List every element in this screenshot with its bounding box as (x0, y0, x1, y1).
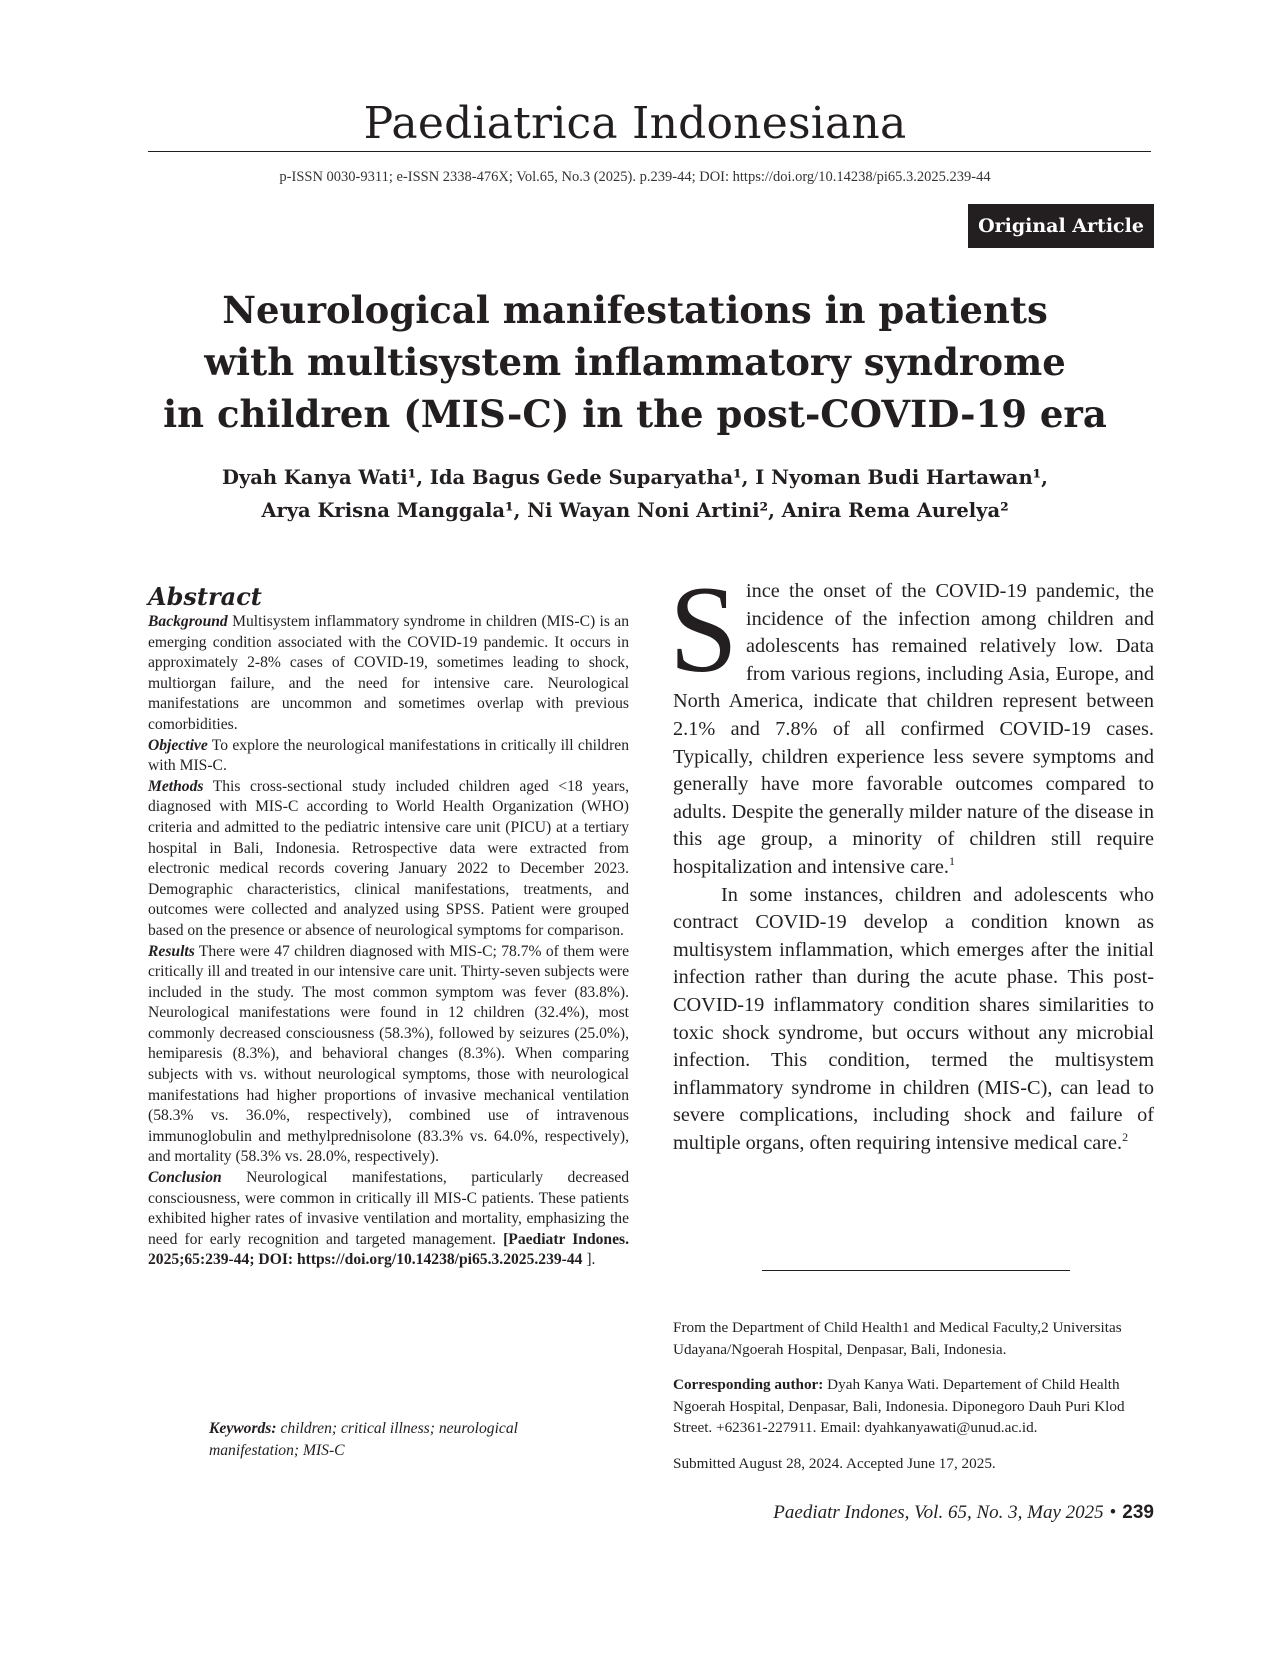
background-text: Multisystem inflammatory syndrome in children (MIS-C) is an emerging condition associated with the COVID-19 pandemic. It occurs in approximately 2-8% cases of COVID-19, sometimes leading to shock, multiorgan failure, and the need for intensive care. Neurological manifestations are uncommon and sometimes overlap with previous comorbidities. (148, 613, 629, 733)
abstract-results (148, 942, 629, 1169)
keywords-label: Keywords: (209, 1420, 277, 1437)
results-text: There were 47 children diagnosed with MIS-C; 78.7% of them were critically ill and treated in our intensive care unit. Thirty-seven subjects were included in the study. The most common symptom was fever (83.8%). Neurological manifestations were found in 12 children (32.4%), most commonly decreased consciousness (58.3%), followed by seizures (25.0%), hemiparesis (8.3%), and behavioral changes (8.3%). When comparing subjects with vs. without neurological symptoms, those with neurological manifestations had higher proportions of invasive mechanical ventilation (58.3% vs. 36.0%, respectively), combined use of intravenous immunoglobulin and methylprednisolone (83.3% vs. 64.0%, respectively), and mortality (58.3% vs. 28.0%, respectively). (148, 942, 629, 1166)
abstract-heading: Abstract (148, 582, 262, 611)
background-label: Background (148, 613, 228, 630)
abstract-body (148, 612, 629, 1271)
objective-text: To explore the neurological manifestations in critically ill children with MIS-C. (148, 736, 629, 775)
footnotes (673, 1317, 1154, 1488)
keywords (209, 1418, 589, 1462)
footnote-divider (762, 1270, 1070, 1271)
citation: [Paediatr Indones. 2025;65:239-44; DOI: https://doi.org/10.14238/pi65.3.2025.239-44 (148, 1230, 629, 1269)
page-number: 239 (1122, 1502, 1154, 1523)
drop-cap: S (669, 561, 738, 698)
corresponding-author-note (673, 1374, 1154, 1439)
author-line: Dyah Kanya Wati¹, Ida Bagus Gede Suparyatha¹, I Nyoman Budi Hartawan¹, (222, 466, 1048, 489)
submission-dates: Submitted August 28, 2024. Accepted June 17, 2025. (673, 1454, 996, 1472)
abstract-methods (148, 777, 629, 942)
intro-paragraph (669, 561, 1154, 882)
intro-paragraph-1-text: ince the onset of the COVID-19 pandemic, the incidence of the infection among children and adolescents has remained relatively low. Data from various regions, including Asia, Europe, and North America, indicate that children represent between 2.1% and 7.8% of all confirmed COVID-19 cases. Typically, children experience less severe symptoms and generally have more favorable outcomes compared to adults. Despite the generally milder nature of the disease in this age group, a minority of children still require hospitalization and intensive care. (673, 580, 1154, 878)
keywords-text: children; critical illness; neurological manifestation; MIS-C (209, 1420, 518, 1459)
article-title (100, 284, 1170, 440)
corresponding-text: Dyah Kanya Wati. Departement of Child Health Ngoerah Hospital, Denpasar, Bali, Indonesia. Diponegoro Dauh Puri Klod Street. +62361-227911. Email: dyahkanyawati@unud.ac.id. (673, 1376, 1125, 1436)
abstract-background (148, 612, 629, 736)
title-line: in children (MIS-C) in the post-COVID-19 era (163, 392, 1107, 436)
article-type-badge: Original Article (968, 204, 1154, 248)
conclusion-label: Conclusion (148, 1169, 222, 1187)
intro-paragraph-2-text: In some instances, children and adolescents who contract COVID-19 develop a condition known as multisystem inflammation, which emerges after the initial infection rather than during the acute phase. This post-COVID-19 inflammatory condition shares similarities to toxic shock syndrome, but occurs without any microbial infection. This condition, termed the multisystem inflammatory syndrome in children (MIS-C), can lead to severe complications, including shock and failure of multiple organs, often requiring intensive medical care. (673, 883, 1154, 1154)
footer-bullet: • (1109, 1502, 1117, 1523)
corresponding-label: Corresponding author: (673, 1376, 824, 1393)
title-line: with multisystem inflammatory syndrome (204, 340, 1066, 384)
conclusion-text: Neurological manifestations, particularly decreased consciousness, were common in critically ill MIS-C patients. These patients exhibited higher rates of invasive ventilation and mortality, emphasizing the need for early recognition and targeted management. (148, 1169, 629, 1248)
title-line: Neurological manifestations in patients (222, 288, 1048, 332)
author-list (100, 461, 1170, 527)
reference-marker: 1 (948, 854, 955, 869)
abstract-objective (148, 736, 629, 777)
author-line: Arya Krisna Manggala¹, Ni Wayan Noni Artini², Anira Rema Aurelya² (261, 499, 1009, 522)
footer-journal-ref: Paediatr Indones, Vol. 65, No. 3, May 2025 (773, 1502, 1104, 1523)
abstract-conclusion (148, 1168, 629, 1271)
issn-doi-line: p-ISSN 0030-9311; e-ISSN 2338-476X; Vol.65, No.3 (2025). p.239-44; DOI: https://doi.org/10.14238/pi65.3.2025.239-44 (279, 169, 991, 185)
header-divider (148, 151, 1151, 152)
reference-marker: 2 (1122, 1130, 1129, 1145)
affiliation-note: From the Department of Child Health1 and Medical Faculty,2 Universitas Udayana/Ngoerah Hospital, Denpasar, Bali, Indonesia. (673, 1319, 1122, 1358)
objective-label: Objective (148, 736, 208, 754)
introduction-text (669, 561, 1154, 1157)
methods-label: Methods (148, 777, 204, 795)
methods-text: This cross-sectional study included children aged <18 years, diagnosed with MIS-C according to World Health Organization (WHO) criteria and admitted to the pediatric intensive care unit (PICU) at a tertiary hospital in Bali, Indonesia. Retrospective data were extracted from electronic medical records covering January 2022 to December 2023. Demographic characteristics, clinical manifestations, treatments, and outcomes were collected and analyzed using SPSS. Patient were grouped based on the presence or absence of neurological symptoms for comparison. (148, 777, 629, 939)
journal-title: Paediatrica Indonesiana (363, 98, 907, 149)
intro-paragraph (673, 882, 1154, 1158)
page-footer (600, 1502, 1154, 1524)
citation-end: ]. (582, 1251, 596, 1269)
results-label: Results (148, 942, 195, 960)
